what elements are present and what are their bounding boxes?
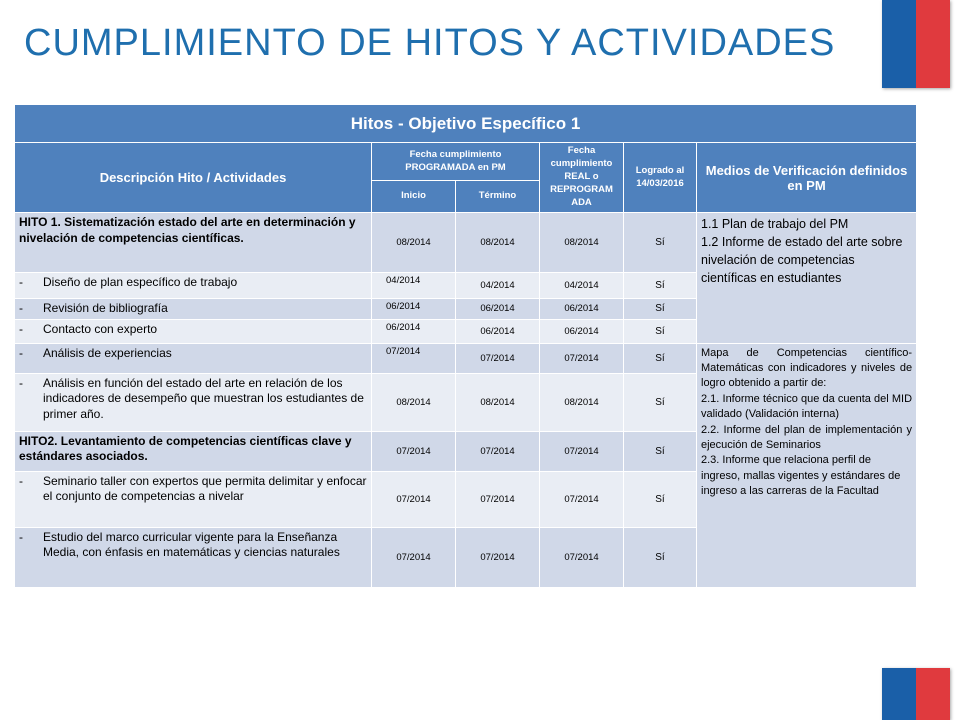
inicio-date: 06/2014 bbox=[372, 319, 456, 343]
inicio-date: 06/2014 bbox=[372, 299, 456, 320]
real-date: 07/2014 bbox=[540, 527, 624, 587]
activity-label: Seminario taller con expertos que permita delimitar y enfocar el conjunto de competencias a nivelar bbox=[43, 473, 367, 504]
real-date: 06/2014 bbox=[540, 299, 624, 320]
header-logrado: Logrado al 14/03/2016 bbox=[624, 143, 697, 213]
inicio-date: 07/2014 bbox=[372, 343, 456, 373]
hito-description: HITO2. Levantamiento de competencias científicas clave y estándares asociados. bbox=[15, 431, 372, 471]
header-medios: Medios de Verificación definidos en PM bbox=[697, 143, 917, 213]
table-row bbox=[15, 213, 917, 273]
termino-date: 06/2014 bbox=[456, 319, 540, 343]
logrado-value: Sí bbox=[624, 527, 697, 587]
activity-label: Contacto con experto bbox=[43, 321, 158, 336]
hitos-table bbox=[14, 104, 917, 588]
header-inicio: Inicio bbox=[372, 181, 456, 213]
chile-flag-logo-bottom bbox=[882, 668, 950, 720]
hito-description: HITO 1. Sistematización estado del arte en determinación y nivelación de competencias científicas. bbox=[15, 213, 372, 273]
logrado-value: Sí bbox=[624, 373, 697, 431]
activity-label: Estudio del marco curricular vigente para la Enseñanza Media, con énfasis en matemáticas y ciencias naturales bbox=[43, 529, 340, 560]
termino-date: 06/2014 bbox=[456, 299, 540, 320]
header-fecha-real: Fecha cumplimiento REAL o REPROGRAM ADA bbox=[540, 143, 624, 213]
flag-blue-stripe bbox=[882, 668, 916, 720]
activity-label: Revisión de bibliografía bbox=[43, 301, 168, 315]
activity-description bbox=[15, 299, 372, 320]
medios-verificacion-hito1 bbox=[697, 213, 917, 344]
termino-date: 04/2014 bbox=[456, 273, 540, 299]
bullet-dash: - bbox=[19, 375, 23, 390]
real-date: 08/2014 bbox=[540, 373, 624, 431]
activity-description bbox=[15, 373, 372, 431]
logrado-value: Sí bbox=[624, 213, 697, 273]
medios-item: Mapa de Competencias científico-Matemáticas con indicadores y niveles de logro obtenido a partir de: bbox=[701, 346, 913, 390]
table-main-header: Hitos - Objetivo Específico 1 bbox=[15, 105, 917, 143]
termino-date: 07/2014 bbox=[456, 431, 540, 471]
inicio-date: 07/2014 bbox=[372, 527, 456, 587]
medios-item: 2.3. Informe que relaciona perfil de ingreso, mallas vigentes y estándares de ingreso a las carreras de la Facultad bbox=[701, 454, 901, 498]
inicio-date: 07/2014 bbox=[372, 431, 456, 471]
termino-date: 07/2014 bbox=[456, 471, 540, 527]
inicio-date: 08/2014 bbox=[372, 213, 456, 273]
table-row bbox=[15, 343, 917, 373]
inicio-date: 07/2014 bbox=[372, 471, 456, 527]
bullet-dash: - bbox=[19, 275, 23, 289]
header-fecha-programada: Fecha cumplimiento PROGRAMADA en PM bbox=[372, 143, 540, 181]
activity-label: Diseño de plan específico de trabajo bbox=[43, 275, 238, 289]
bullet-dash: - bbox=[19, 345, 23, 360]
activity-description bbox=[15, 527, 372, 587]
header-termino: Término bbox=[456, 181, 540, 213]
activity-description bbox=[15, 273, 372, 299]
logrado-value: Sí bbox=[624, 319, 697, 343]
termino-date: 07/2014 bbox=[456, 343, 540, 373]
activity-label: Análisis de experiencias bbox=[43, 345, 172, 360]
bullet-dash: - bbox=[19, 529, 23, 544]
real-date: 06/2014 bbox=[540, 319, 624, 343]
flag-blue-stripe bbox=[882, 0, 916, 88]
real-date: 07/2014 bbox=[540, 471, 624, 527]
activity-description bbox=[15, 319, 372, 343]
real-date: 07/2014 bbox=[540, 431, 624, 471]
activity-description bbox=[15, 471, 372, 527]
medios-verificacion-hito2 bbox=[697, 343, 917, 587]
bullet-dash: - bbox=[19, 301, 23, 315]
medios-item: 1.1 Plan de trabajo del PM bbox=[701, 217, 849, 231]
activity-label: Análisis en función del estado del arte en relación de los indicadores de desempeño que muestran los estudiantes de primer año. bbox=[43, 375, 364, 421]
page-title: CUMPLIMIENTO DE HITOS Y ACTIVIDADES bbox=[24, 22, 836, 64]
header-descripcion: Descripción Hito / Actividades bbox=[15, 143, 372, 213]
termino-date: 07/2014 bbox=[456, 527, 540, 587]
bullet-dash: - bbox=[19, 473, 23, 488]
bullet-dash: - bbox=[19, 321, 23, 336]
termino-date: 08/2014 bbox=[456, 373, 540, 431]
medios-item: 2.2. Informe del plan de implementación y ejecución de Seminarios bbox=[701, 423, 913, 451]
inicio-date: 08/2014 bbox=[372, 373, 456, 431]
inicio-date: 04/2014 bbox=[372, 273, 456, 299]
logrado-value: Sí bbox=[624, 273, 697, 299]
logrado-value: Sí bbox=[624, 299, 697, 320]
logrado-value: Sí bbox=[624, 431, 697, 471]
flag-red-stripe bbox=[916, 0, 950, 88]
medios-item: 2.1. Informe técnico que da cuenta del MID validado (Validación interna) bbox=[701, 392, 913, 421]
logrado-value: Sí bbox=[624, 471, 697, 527]
logrado-value: Sí bbox=[624, 343, 697, 373]
activity-description bbox=[15, 343, 372, 373]
chile-flag-logo-top bbox=[882, 0, 950, 88]
real-date: 08/2014 bbox=[540, 213, 624, 273]
flag-red-stripe bbox=[916, 668, 950, 720]
real-date: 07/2014 bbox=[540, 343, 624, 373]
real-date: 04/2014 bbox=[540, 273, 624, 299]
medios-item: 1.2 Informe de estado del arte sobre nivelación de competencias científicas en estudiantes bbox=[701, 235, 903, 286]
termino-date: 08/2014 bbox=[456, 213, 540, 273]
